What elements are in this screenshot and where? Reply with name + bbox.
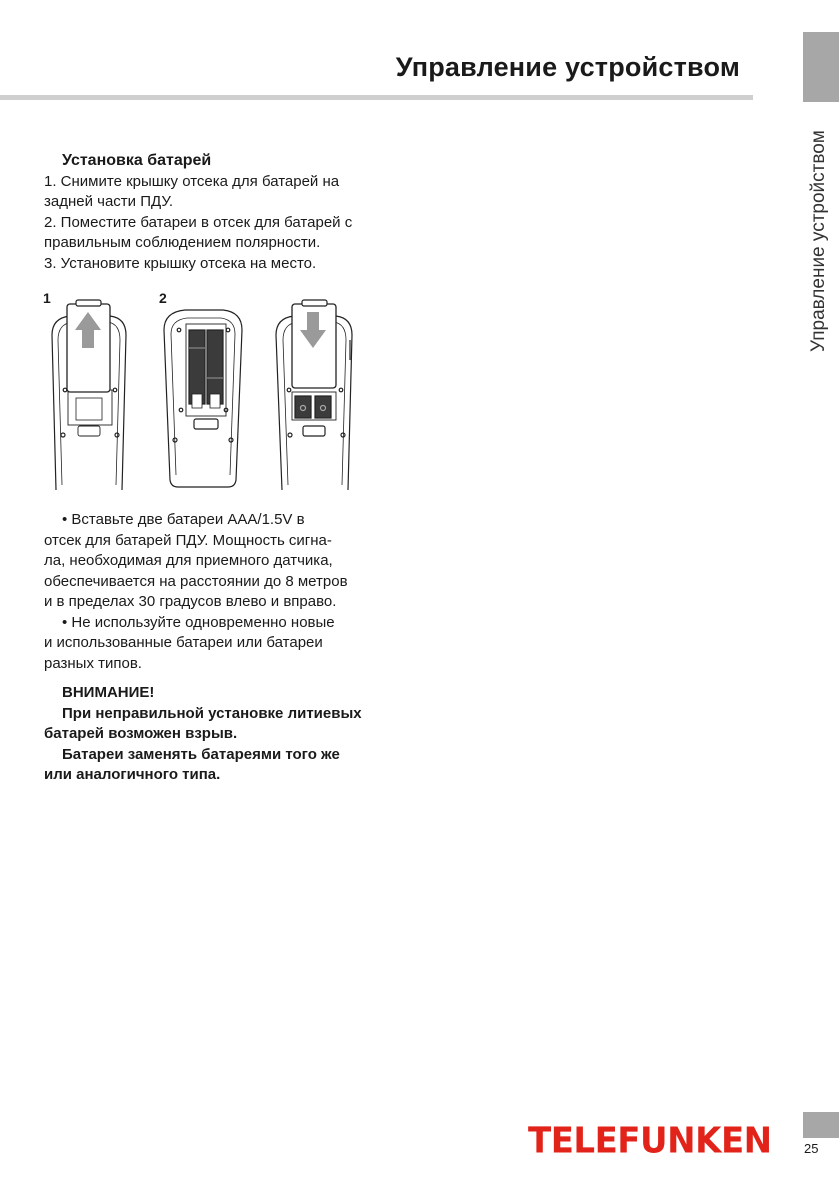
remote-2-illustration: [164, 310, 242, 487]
note-1-line-4: обеспечивается на расстоянии до 8 метров: [44, 572, 348, 590]
step-2-line-2: правильным соблюдением полярности.: [44, 234, 321, 251]
battery-section: [44, 151, 394, 274]
step-1-line-1: 1. Снимите крышку отсека для батарей на: [44, 172, 340, 190]
warning-line-1: При неправильной установке литиевых: [62, 704, 362, 722]
note-1-line-2: отсек для батарей ПДУ. Мощность сигна-: [44, 531, 332, 549]
warning-title: ВНИМАНИЕ!: [62, 684, 155, 701]
remote-illustrations: [40, 290, 360, 500]
warning-line-4: или аналогичного типа.: [44, 766, 221, 783]
note-2-line-2: и использованные батареи или батареи: [44, 634, 323, 651]
telefunken-logo: TELEFUNKEN: [528, 1120, 772, 1162]
warning-block: [44, 683, 389, 786]
note-2-line-3: разных типов.: [44, 654, 142, 672]
note-1-line-5: и в пределах 30 градусов влево и вправо.: [44, 593, 337, 610]
section-title: Установка батарей: [62, 152, 212, 169]
warning-line-2: батарей возможен взрыв.: [44, 725, 238, 742]
warning-line-3: Батареи заменять батареями того же: [62, 745, 340, 763]
side-section-label: Управление устройством: [808, 130, 829, 352]
step-1-line-2: задней части ПДУ.: [44, 193, 174, 210]
note-1-line-1: • Вставьте две батареи ААА/1.5V в: [62, 511, 305, 528]
figure-label-1: 1: [43, 290, 51, 306]
header-rule: [0, 95, 753, 100]
remote-1-illustration: [52, 300, 126, 490]
remote-3-illustration: [276, 300, 352, 490]
battery-notes: [44, 510, 389, 674]
note-2-line-1: • Не используйте одновременно новые: [62, 613, 335, 631]
note-1-line-3: ла, необходимая для приемного датчика,: [44, 552, 333, 569]
battery-installation-figure: [40, 290, 360, 500]
step-3-line-1: 3. Установите крышку отсека на место.: [44, 254, 317, 272]
figure-label-2: 2: [159, 290, 167, 306]
page-number: 25: [804, 1141, 819, 1156]
page-header-title: Управление устройством: [395, 52, 740, 82]
page-number-block: [803, 1112, 839, 1138]
step-2-line-1: 2. Поместите батареи в отсек для батарей с: [44, 213, 353, 231]
